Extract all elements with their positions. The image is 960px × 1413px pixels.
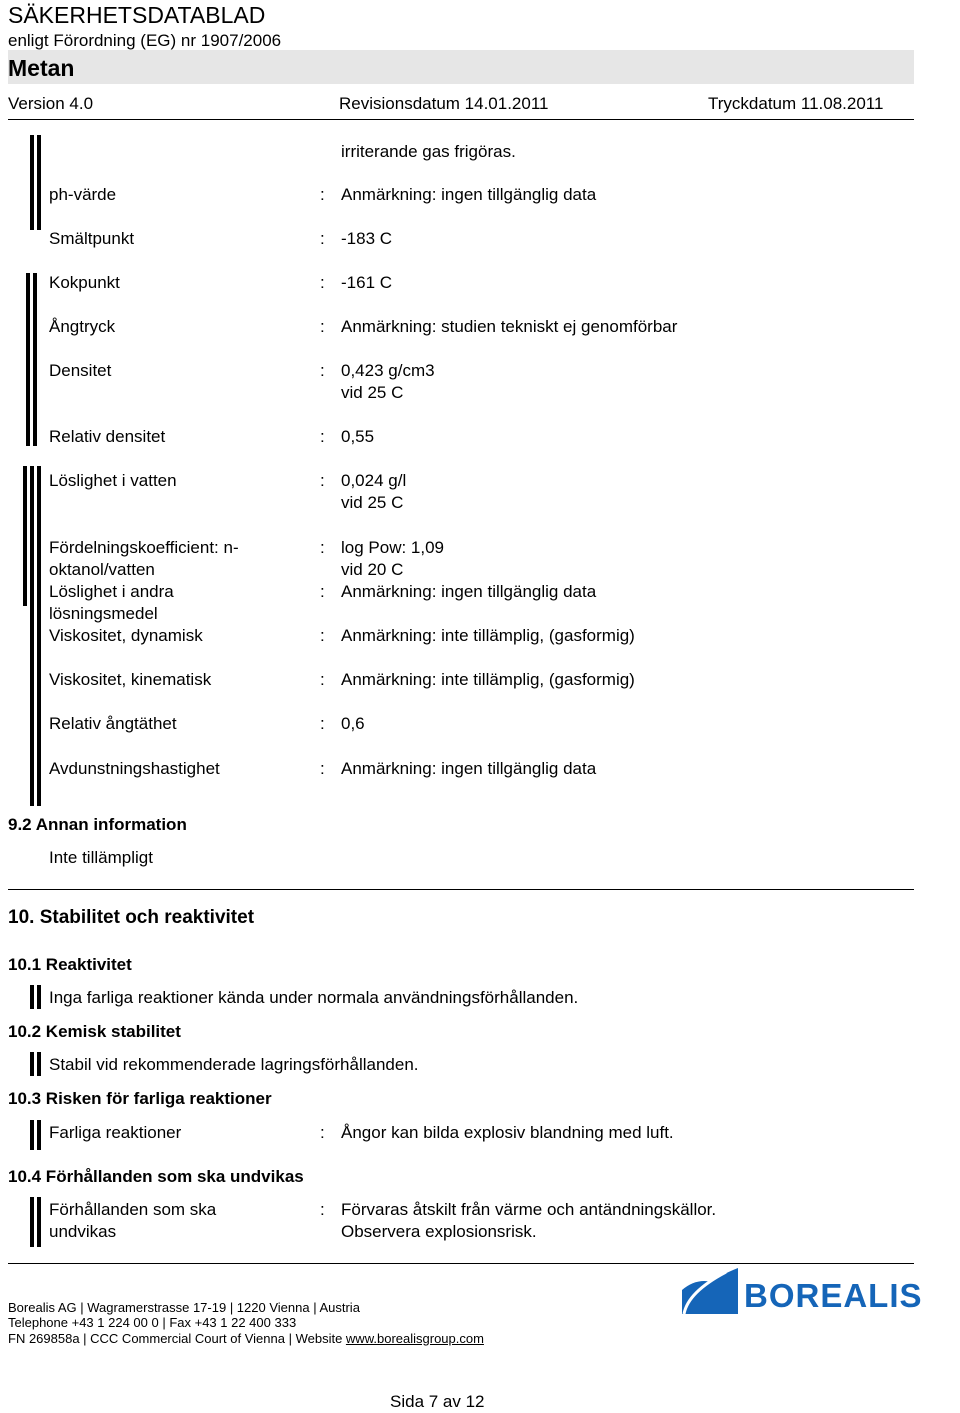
- change-bar: [30, 1052, 34, 1076]
- prop-label: Ångtryck: [49, 317, 116, 336]
- section-heading-10: 10. Stabilitet och reaktivitet: [8, 907, 255, 928]
- prop-value: log Pow: 1,09: [341, 538, 445, 557]
- colon: :: [320, 670, 325, 689]
- colon: :: [320, 538, 325, 557]
- borealis-logo-text: BOREALIS: [744, 1277, 923, 1314]
- section-divider: [8, 889, 914, 890]
- prop-value: Anmärkning: inte tillämplig, (gasformig): [341, 670, 635, 689]
- change-bar: [30, 466, 34, 806]
- footer-divider: [8, 1263, 914, 1264]
- prop-value-cont: vid 25 C: [341, 493, 404, 512]
- prop-label: Löslighet i vatten: [49, 471, 177, 490]
- change-bar: [30, 985, 34, 1009]
- prop-value-cont: vid 25 C: [341, 383, 404, 402]
- section-text: Stabil vid rekommenderade lagringsförhållanden.: [49, 1055, 419, 1074]
- colon: :: [320, 317, 325, 336]
- colon: :: [320, 714, 325, 733]
- prop-value-cont: Observera explosionsrisk.: [341, 1222, 537, 1241]
- prop-label: ph-värde: [49, 185, 117, 204]
- website-link[interactable]: www.borealisgroup.com: [345, 1331, 484, 1346]
- change-bar: [37, 1120, 41, 1150]
- prop-value: Förvaras åtskilt från värme och antändningskällor.: [341, 1200, 717, 1219]
- colon: :: [320, 626, 325, 645]
- section-heading-9-2: 9.2 Annan information: [8, 815, 187, 834]
- prop-label: Farliga reaktioner: [49, 1123, 182, 1142]
- section-heading-10-2: 10.2 Kemisk stabilitet: [8, 1022, 181, 1041]
- change-bar: [37, 1197, 41, 1247]
- prop-label-cont: oktanol/vatten: [49, 560, 155, 579]
- prop-value: Anmärkning: ingen tillgänglig data: [341, 185, 597, 204]
- section-heading-10-1: 10.1 Reaktivitet: [8, 955, 132, 974]
- prop-label: Viskositet, kinematisk: [49, 670, 212, 689]
- prop-label: Löslighet i andra: [49, 582, 174, 601]
- change-bar: [37, 985, 41, 1009]
- change-bar: [23, 466, 27, 606]
- prop-value: 0,6: [341, 714, 365, 733]
- revision-date: Revisionsdatum 14.01.2011: [339, 94, 549, 113]
- change-bar: [30, 1120, 34, 1150]
- change-bar: [26, 273, 30, 446]
- section-heading-10-3: 10.3 Risken för farliga reaktioner: [8, 1089, 272, 1108]
- colon: :: [320, 1123, 325, 1142]
- prop-label: Relativ ångtäthet: [49, 714, 177, 733]
- section-text: Inte tillämpligt: [49, 848, 153, 867]
- prop-label: Smältpunkt: [49, 229, 135, 248]
- colon: :: [320, 185, 325, 204]
- version-text: Version 4.0: [8, 94, 94, 113]
- header-divider: [8, 119, 914, 120]
- prop-value-cont: vid 20 C: [341, 560, 404, 579]
- change-bar: [30, 135, 34, 230]
- footer-address: Borealis AG | Wagramerstrasse 17-19 | 1220 Vienna | Austria: [8, 1300, 360, 1315]
- prop-value: Ångor kan bilda explosiv blandning med luft.: [341, 1123, 674, 1142]
- prop-label: Förhållanden som ska: [49, 1200, 217, 1219]
- change-bar: [37, 466, 41, 806]
- prop-label: Kokpunkt: [49, 273, 120, 292]
- borealis-logo-mark: [682, 1268, 738, 1314]
- section-heading-10-4: 10.4 Förhållanden som ska undvikas: [8, 1167, 304, 1186]
- product-bar: [8, 50, 914, 84]
- change-bar: [33, 273, 37, 446]
- prop-value: Anmärkning: inte tillämplig, (gasformig): [341, 626, 635, 645]
- colon: :: [320, 1200, 325, 1219]
- section-text: Inga farliga reaktioner kända under normala användningsförhållanden.: [49, 988, 579, 1007]
- prop-label-cont: undvikas: [49, 1222, 117, 1241]
- colon: :: [320, 582, 325, 601]
- prop-label: Densitet: [49, 361, 112, 380]
- prop-value: Anmärkning: studien tekniskt ej genomförbar: [341, 317, 678, 336]
- product-name: Metan: [8, 55, 75, 81]
- prop-label: Relativ densitet: [49, 427, 166, 446]
- change-bar: [30, 1197, 34, 1247]
- prop-label: Viskositet, dynamisk: [49, 626, 203, 645]
- colon: :: [320, 361, 325, 380]
- document-title: SÄKERHETSDATABLAD: [8, 2, 266, 28]
- change-bar: [37, 135, 41, 230]
- prop-label-cont: lösningsmedel: [49, 604, 158, 623]
- prop-label: Fördelningskoefficient: n-: [49, 538, 239, 557]
- continuation-text: irriterande gas frigöras.: [341, 142, 516, 161]
- prop-value: -161 C: [341, 273, 393, 292]
- change-bar: [37, 1052, 41, 1076]
- prop-value: 0,55: [341, 427, 375, 446]
- colon: :: [320, 471, 325, 490]
- page-number: Sida 7 av 12: [390, 1392, 485, 1411]
- prop-value: 0,423 g/cm3: [341, 361, 435, 380]
- print-date: Tryckdatum 11.08.2011: [708, 94, 884, 113]
- prop-value: Anmärkning: ingen tillgänglig data: [341, 582, 597, 601]
- colon: :: [320, 229, 325, 248]
- footer-phone: Telephone +43 1 224 00 0 | Fax +43 1 22 400 333: [8, 1315, 297, 1330]
- prop-label: Avdunstningshastighet: [49, 759, 220, 778]
- footer-registration: [8, 1331, 484, 1347]
- regulation-text: enligt Förordning (EG) nr 1907/2006: [8, 31, 282, 50]
- prop-value: -183 C: [341, 229, 393, 248]
- footer-registration-text: FN 269858a | CCC Commercial Court of Vienna | Website: [8, 1331, 346, 1346]
- colon: :: [320, 427, 325, 446]
- colon: :: [320, 759, 325, 778]
- colon: :: [320, 273, 325, 292]
- prop-value: Anmärkning: ingen tillgänglig data: [341, 759, 597, 778]
- prop-value: 0,024 g/l: [341, 471, 407, 490]
